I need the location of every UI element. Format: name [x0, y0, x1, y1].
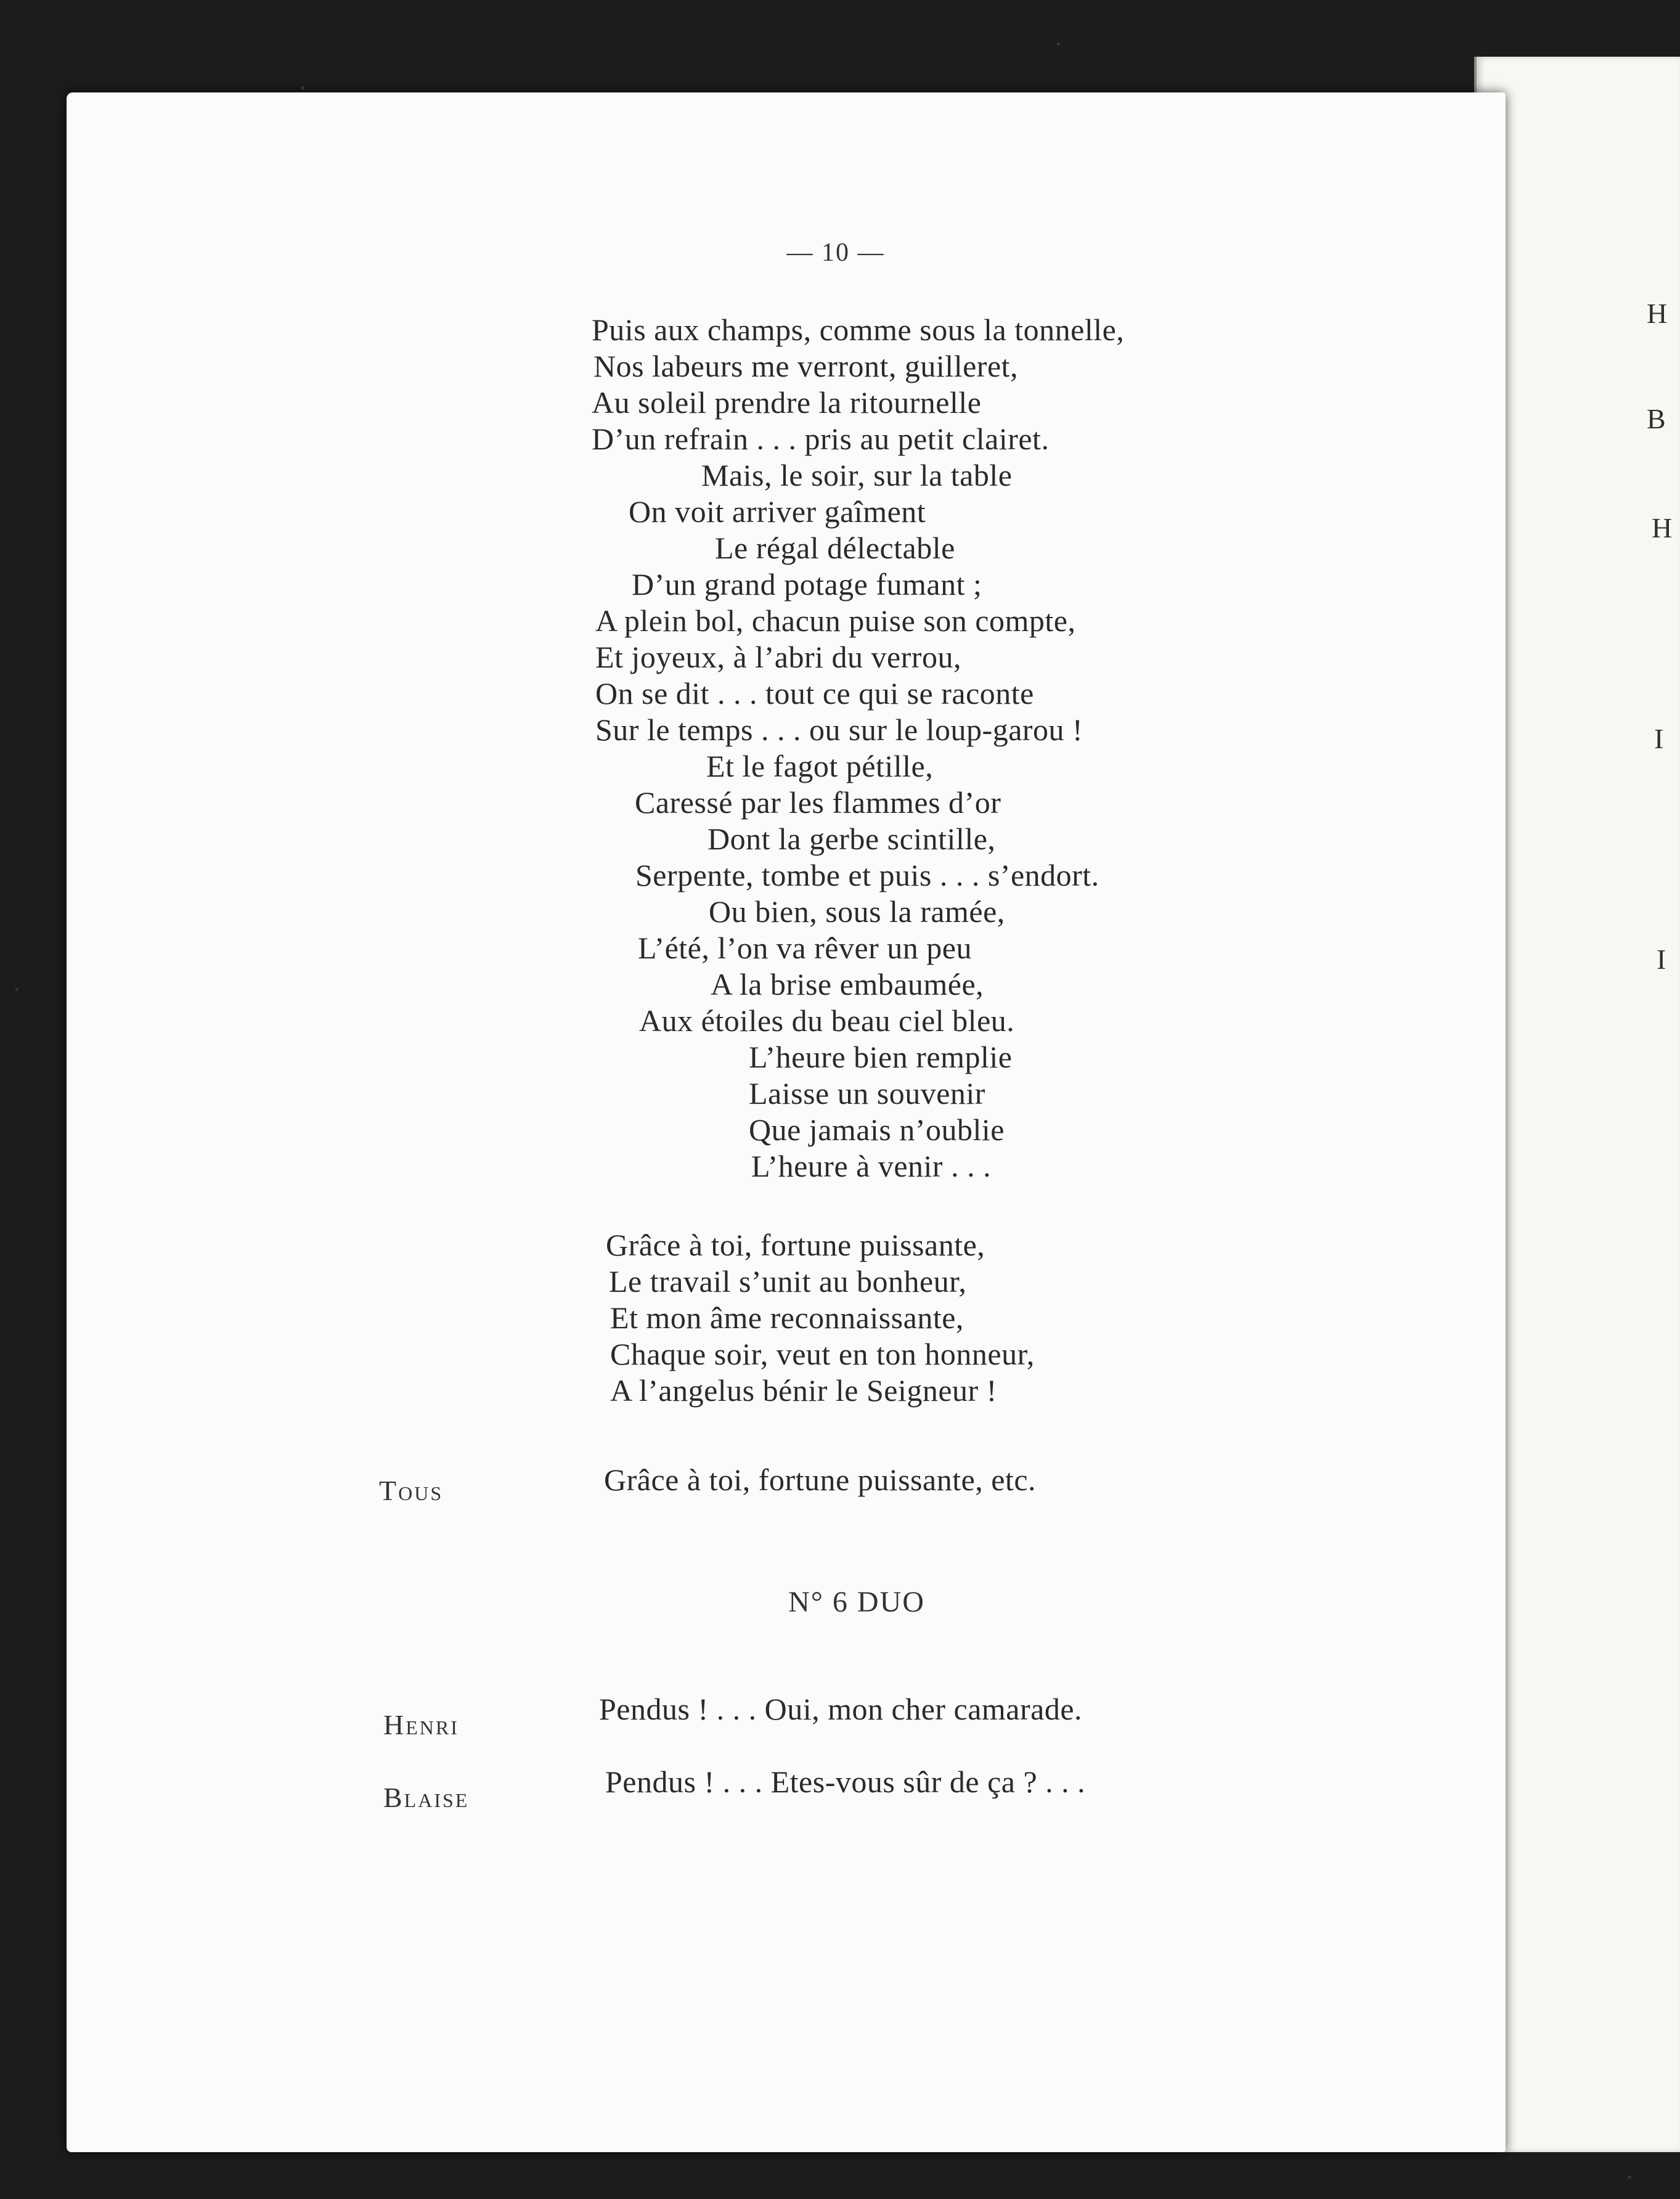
- dialogue-line: Pendus ! . . . Oui, mon cher camarade.: [599, 1692, 1083, 1726]
- verse-line: A la brise embaumée,: [711, 967, 984, 1002]
- facing-page-letter: B: [1647, 403, 1666, 434]
- verse-line: Mais, le soir, sur la table: [701, 458, 1013, 492]
- verse-line: A plein bol, chacun puise son compte,: [595, 603, 1076, 638]
- facing-page-letter: H: [1647, 298, 1668, 329]
- verse-line: D’un refrain . . . pris au petit clairet.: [592, 422, 1050, 456]
- verse-line: Grâce à toi, fortune puissante,: [606, 1228, 985, 1262]
- dialogue-line: Pendus ! . . . Etes-vous sûr de ça ? . . .: [605, 1765, 1086, 1799]
- verse-line: Sur le temps . . . ou sur le loup-garou !: [595, 712, 1083, 747]
- facing-page-letter: I: [1654, 723, 1664, 754]
- speaker-tous: Tous: [379, 1475, 444, 1506]
- verse-line: On se dit . . . tout ce qui se raconte: [595, 676, 1034, 711]
- verse-line: A l’angelus bénir le Seigneur !: [610, 1373, 997, 1408]
- verse-line: L’heure à venir . . .: [751, 1149, 992, 1183]
- verse-line: Que jamais n’oublie: [749, 1112, 1005, 1147]
- verse-line: Grâce à toi, fortune puissante, etc.: [604, 1463, 1037, 1497]
- verse-line: L’été, l’on va rêver un peu: [638, 931, 972, 965]
- page-number: — 10 —: [786, 239, 885, 267]
- verse-line: Ou bien, sous la ramée,: [709, 894, 1005, 929]
- facing-page-letter: I: [1657, 944, 1666, 975]
- verse-line: Caressé par les flammes d’or: [635, 785, 1001, 820]
- verse-line: On voit arriver gaîment: [629, 494, 926, 529]
- facing-page-letter: H: [1652, 512, 1673, 544]
- verse-line: Le travail s’unit au bonheur,: [609, 1264, 967, 1299]
- verse-line: Serpente, tombe et puis . . . s’endort.: [635, 858, 1099, 892]
- verse-line: Nos labeurs me verront, guilleret,: [593, 349, 1019, 383]
- verse-line: Chaque soir, veut en ton honneur,: [610, 1337, 1035, 1371]
- speaker-blaise: Blaise: [383, 1782, 470, 1813]
- verse-line: Puis aux champs, comme sous la tonnelle,: [592, 312, 1125, 347]
- verse-line: Et joyeux, à l’abri du verrou,: [595, 640, 961, 674]
- verse-line: Aux étoiles du beau ciel bleu.: [639, 1003, 1015, 1038]
- verse-line: Le régal délectable: [715, 531, 955, 565]
- section-title: N° 6 DUO: [788, 1586, 925, 1618]
- verse-line: Au soleil prendre la ritournelle: [592, 385, 982, 420]
- verse-line: L’heure bien remplie: [749, 1040, 1013, 1074]
- verse-line: Et mon âme reconnaissante,: [610, 1300, 964, 1335]
- verse-line: D’un grand potage fumant ;: [632, 567, 982, 602]
- verse-line: Laisse un souvenir: [749, 1076, 985, 1111]
- speaker-henri: Henri: [383, 1709, 459, 1740]
- verse-line: Dont la gerbe scintille,: [707, 822, 996, 856]
- verse-line: Et le fagot pétille,: [706, 749, 934, 783]
